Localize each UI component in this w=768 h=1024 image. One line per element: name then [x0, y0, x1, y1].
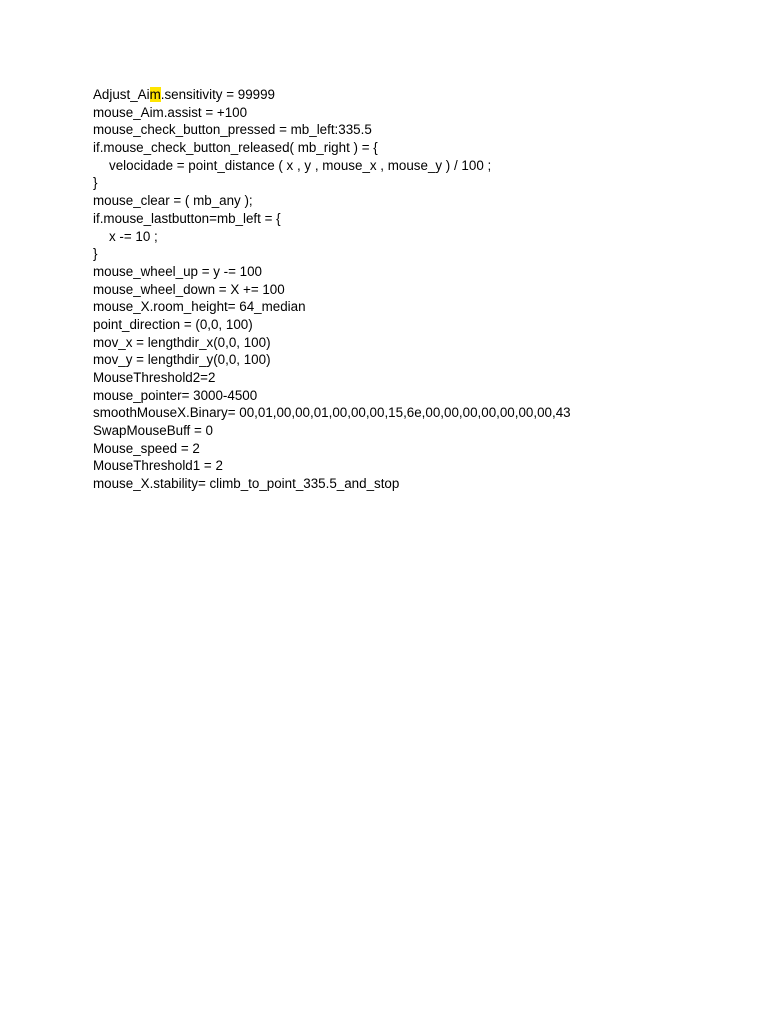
- document-line: [93, 86, 753, 104]
- document-line: }: [93, 246, 98, 262]
- highlighted-text: m: [149, 87, 161, 102]
- document-line: mouse_X.room_height= 64_median: [93, 299, 306, 315]
- document-line: mouse_pointer= 3000-4500: [93, 387, 258, 403]
- first-line-prefix: Adjust_Ai: [93, 87, 150, 102]
- document-line: x -= 10 ;: [109, 228, 158, 244]
- document-line: mouse_Aim.assist = +100: [93, 104, 248, 120]
- document-line: velocidade = point_distance ( x , y , mouse_x , mouse_y ) / 100 ;: [109, 157, 492, 173]
- first-line-suffix: .sensitivity = 99999: [160, 87, 275, 102]
- document-line: mov_x = lengthdir_x(0,0, 100): [93, 334, 271, 350]
- document-body: [93, 86, 753, 493]
- document-line: SwapMouseBuff = 0: [93, 423, 213, 439]
- document-line: Mouse_speed = 2: [93, 440, 200, 456]
- document-line: if.mouse_lastbutton=mb_left = {: [93, 210, 281, 226]
- document-line: if.mouse_check_button_released( mb_right ) = {: [93, 140, 378, 156]
- document-line: smoothMouseX.Binary= 00,01,00,00,01,00,00,00,15,6e,00,00,00,00,00,00,00,43: [93, 405, 571, 421]
- document-line: }: [93, 175, 98, 191]
- document-line: mouse_clear = ( mb_any );: [93, 193, 253, 209]
- document-line: mov_y = lengthdir_y(0,0, 100): [93, 352, 271, 368]
- document-line: point_direction = (0,0, 100): [93, 316, 253, 332]
- document-line: mouse_X.stability= climb_to_point_335.5_and_stop: [93, 476, 400, 492]
- document-line: MouseThreshold1 = 2: [93, 458, 223, 474]
- document-line: mouse_check_button_pressed = mb_left:335.5: [93, 122, 372, 138]
- document-line: MouseThreshold2=2: [93, 370, 216, 385]
- document-line: mouse_wheel_up = y -= 100: [93, 263, 262, 279]
- document-line: mouse_wheel_down = X += 100: [93, 281, 285, 297]
